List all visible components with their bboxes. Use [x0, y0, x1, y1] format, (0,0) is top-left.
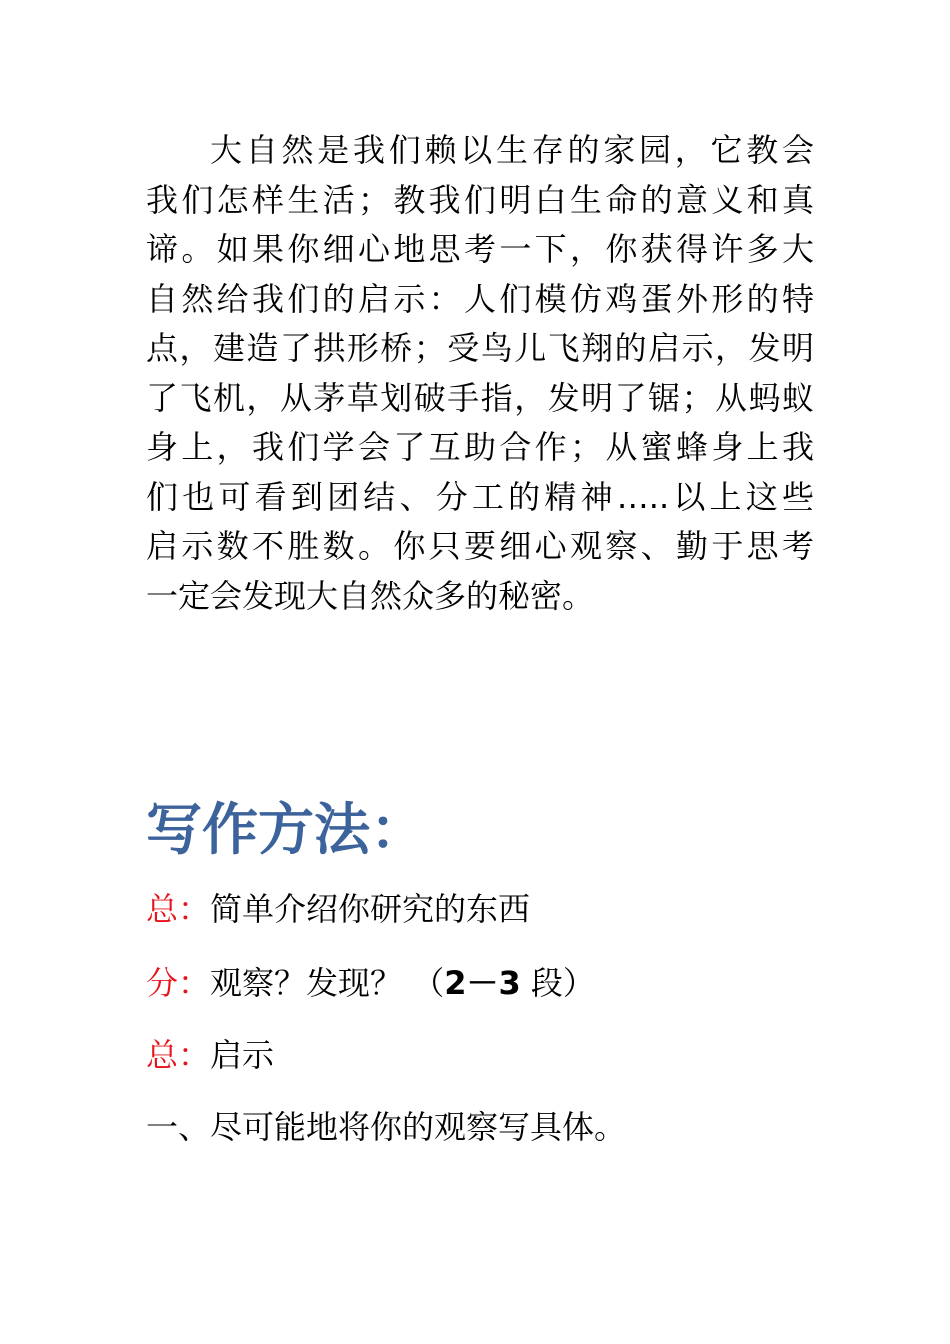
item-label: 分：: [146, 964, 211, 1002]
body-paragraph: [146, 126, 814, 621]
paragraph-line: 身上，我们学会了互助合作；从蜜蜂身上我: [146, 428, 814, 466]
paragraph-line: 谛。如果你细心地思考一下，你获得许多大: [146, 230, 814, 268]
method-tip: 一、尽可能地将你的观察写具体。: [146, 1108, 627, 1146]
item-label: 总：: [146, 890, 211, 928]
method-item-conclusion: [146, 1032, 274, 1078]
paragraph-line: 大自然是我们赖以生存的家园，它教会: [210, 131, 814, 169]
paragraph-range: 2－3: [444, 964, 521, 1002]
paragraph-line: 了飞机，从茅草划破手指，发明了锯；从蚂蚁: [146, 378, 814, 417]
paragraph-line: 启示数不胜数。你只要细心观察、勤于思考: [146, 527, 814, 565]
paragraph-line: 自然给我们的启示：人们模仿鸡蛋外形的特: [146, 279, 814, 318]
method-item-body: [146, 960, 595, 1006]
section-heading: 写作方法：: [146, 797, 426, 863]
item-text: 启示: [210, 1036, 275, 1074]
item-suffix: 段）: [520, 964, 595, 1002]
item-text: 简单介绍你研究的东西: [210, 890, 531, 928]
item-text: 观察？发现？ （: [210, 964, 445, 1002]
paragraph-line: 一定会发现大自然众多的秘密。: [146, 576, 595, 615]
paragraph-line: 我们怎样生活；教我们明白生命的意义和真: [146, 180, 814, 219]
method-item-intro: [146, 886, 530, 932]
paragraph-line: 点，建造了拱形桥；受鸟儿飞翔的启示，发明: [146, 329, 814, 367]
item-label: 总：: [146, 1036, 211, 1074]
paragraph-line: 们也可看到团结、分工的精神…..以上这些: [146, 477, 814, 516]
